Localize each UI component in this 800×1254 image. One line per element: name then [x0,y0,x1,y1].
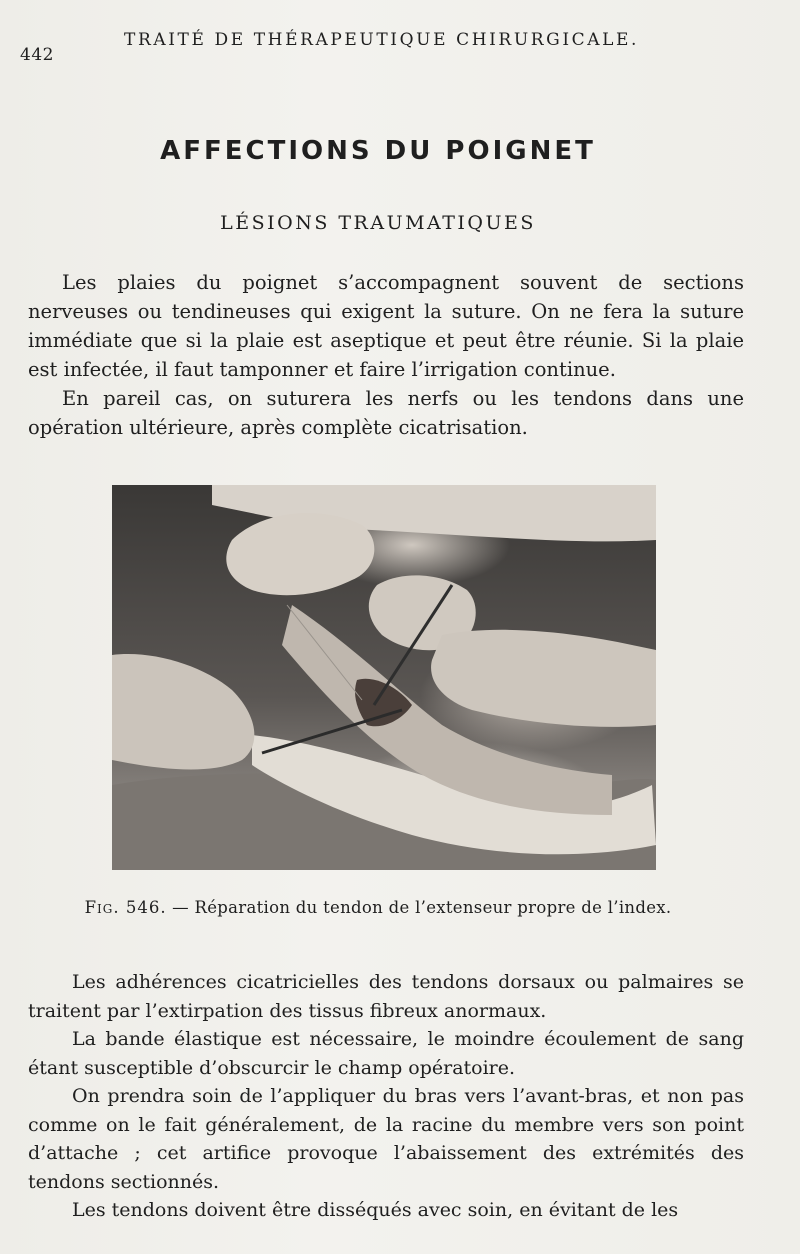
photo-illustration [112,485,656,870]
chapter-title: AFFECTIONS DU POIGNET [160,136,596,166]
page-number: 442 [20,45,54,65]
figure-label: Fig. 546. [84,898,167,917]
figure-caption [0,896,756,919]
paragraph: La bande élastique est nécessaire, le moindre écoulement de sang étant susceptible d’obscurcir le champ opératoire. [28,1028,744,1079]
paragraph: Les plaies du poignet s’accompagnent souvent de sections nerveuses ou tendineuses qui exigent la suture. On ne fera la suture immédiate que si la plaie est aseptique et peut être réunie. Si la plaie est infectée, il faut tamponner et faire l’irrigation continue. [28,271,744,381]
paragraph: Les tendons doivent être disséqués avec soin, en évitant de les [72,1199,679,1221]
paragraph: On prendra soin de l’appliquer du bras vers l’avant-bras, et non pas comme on le fait généralement, de la racine du membre vers son point d’attache ; cet artifice provoque l’abaissement des extrémités des tendons sectionnés. [28,1085,744,1193]
paragraph: Les adhérences cicatricielles des tendons dorsaux ou palmaires se traitent par l’extirpation des tissus fibreux anormaux. [28,971,744,1022]
running-head: TRAITÉ DE THÉRAPEUTIQUE CHIRURGICALE. [124,30,640,50]
paragraph: En pareil cas, on suturera les nerfs ou les tendons dans une opération ultérieure, après complète cicatrisation. [28,387,744,439]
figure-caption-text: — Réparation du tendon de l’extenseur propre de l’index. [166,898,672,917]
surgical-photograph [112,485,656,870]
body-text-bottom [28,968,744,1225]
section-title: LÉSIONS TRAUMATIQUES [220,212,536,234]
